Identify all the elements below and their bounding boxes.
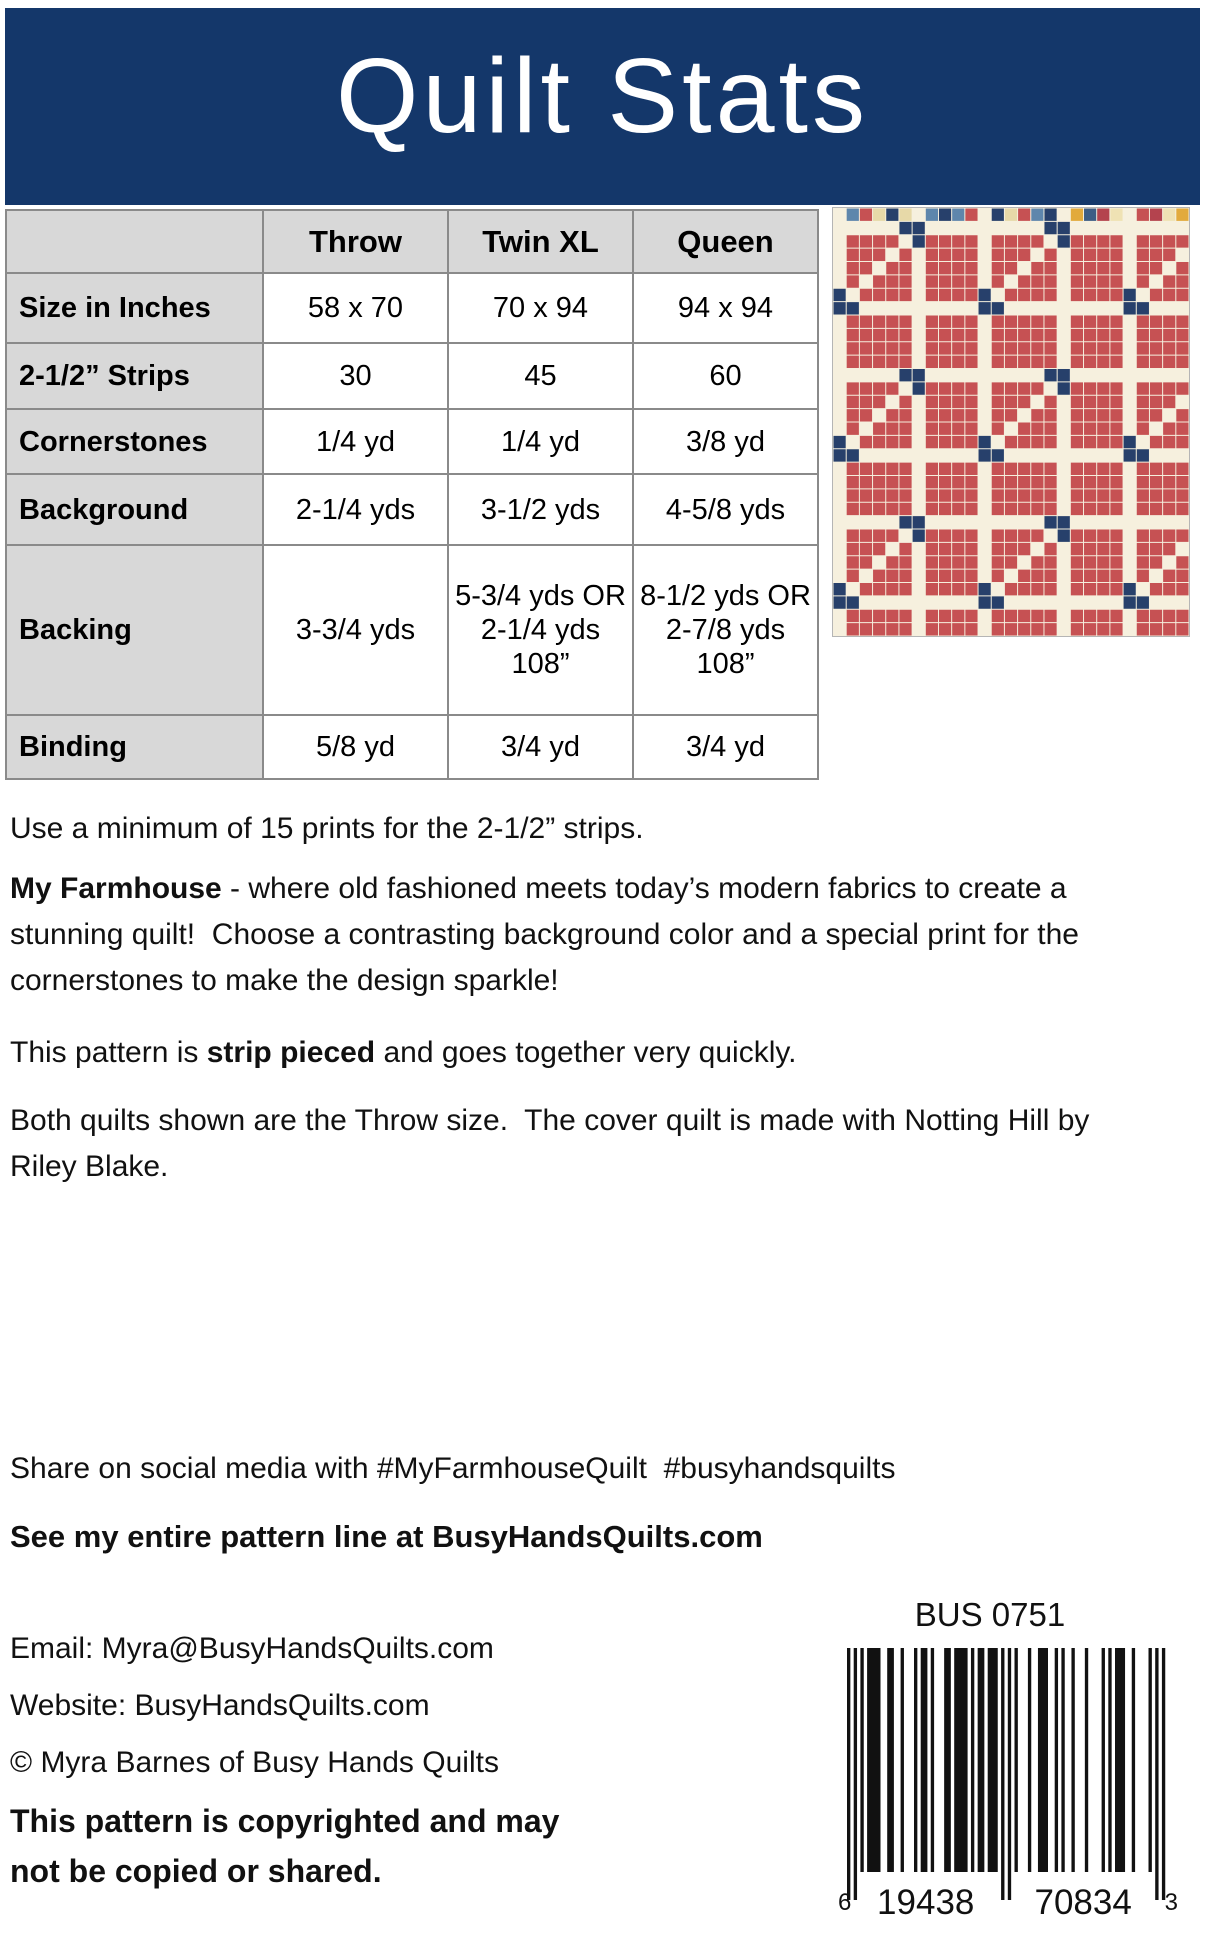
table-cell: 30 [263,343,448,409]
row-label: Binding [6,715,263,779]
table-cell: 1/4 yd [448,409,633,474]
column-header-throw: Throw [263,210,448,273]
quilt-stats-table [5,209,819,780]
table-row [6,474,818,545]
row-label: 2-1/2” Strips [6,343,263,409]
upc-barcode-graphic [838,1648,1178,1918]
note-farmhouse [10,866,1170,1004]
website-line: Website: BusyHandsQuilts.com [10,1689,430,1722]
table-cell: 8-1/2 yds OR 2-7/8 yds 108” [633,545,818,715]
table-cell: 70 x 94 [448,273,633,343]
note-farmhouse-text: - where old fashioned meets today’s modern fabrics to create a stunning quilt! Choose a contrasting background color and a special print for the cornerstones to make the design sparkle! [10,872,1088,997]
table-cell: 1/4 yd [263,409,448,474]
column-header-twin-xl: Twin XL [448,210,633,273]
table-cell: 60 [633,343,818,409]
row-label: Backing [6,545,263,715]
page-title: Quilt Stats [336,37,869,155]
quilt-cover-image [832,207,1190,637]
table-row [6,343,818,409]
pattern-name: My Farmhouse [10,872,222,905]
table-row [6,545,818,715]
row-label: Cornerstones [6,409,263,474]
table-cell: 4-5/8 yds [633,474,818,545]
table-cell: 2-1/4 yds [263,474,448,545]
table-corner-cell [6,210,263,273]
barcode-digit-left: 6 [838,1889,852,1916]
social-share-line [10,1446,1170,1492]
note-strip-pieced-bold: strip pieced [206,1036,376,1069]
table-cell: 5/8 yd [263,715,448,779]
upc-barcode [838,1648,1178,1918]
social-share-text: Share on social media with #MyFarmhouseQuilt #busyhandsquilts [10,1452,896,1485]
table-cell: 5-3/4 yds OR 2-1/4 yds 108” [448,545,633,715]
table-cell: 3-1/2 yds [448,474,633,545]
table-row [6,715,818,779]
sku-code: BUS 0751 [914,1596,1066,1633]
note-strip-pieced-pre: This pattern is [10,1036,207,1069]
pattern-line-promo [10,1514,1170,1560]
note-min-prints [10,806,1170,852]
copyright-line: © Myra Barnes of Busy Hands Quilts [10,1746,499,1779]
table-cell: 3/8 yd [633,409,818,474]
quilt-pattern-graphic [833,208,1189,636]
barcode-digits-group2: 70834 [1034,1883,1132,1918]
table-cell: 45 [448,343,633,409]
note-throw-size [10,1098,1140,1190]
table-cell: 3/4 yd [448,715,633,779]
note-strip-pieced-post: and goes together very quickly. [375,1036,797,1069]
table-cell: 94 x 94 [633,273,818,343]
email-line: Email: Myra@BusyHandsQuilts.com [10,1632,494,1665]
title-banner [5,8,1200,205]
note-throw-size-text: Both quilts shown are the Throw size. The cover quilt is made with Notting Hill by Riley Blake. [10,1104,1098,1183]
table-cell: 3/4 yd [633,715,818,779]
barcode-digit-right: 3 [1164,1889,1178,1916]
note-min-prints-text: Use a minimum of 15 prints for the 2-1/2” strips. [10,812,644,845]
table-row [6,409,818,474]
barcode-digits-group1: 19438 [877,1883,975,1918]
table-cell: 58 x 70 [263,273,448,343]
note-strip-pieced [10,1030,1170,1076]
column-header-queen: Queen [633,210,818,273]
table-cell: 3-3/4 yds [263,545,448,715]
copyright-notice: This pattern is copyrighted and may not be copied or shared. [10,1803,560,1889]
table-row [6,273,818,343]
row-label: Size in Inches [6,273,263,343]
row-label: Background [6,474,263,545]
pattern-line-text: See my entire pattern line at BusyHandsQuilts.com [10,1519,763,1554]
